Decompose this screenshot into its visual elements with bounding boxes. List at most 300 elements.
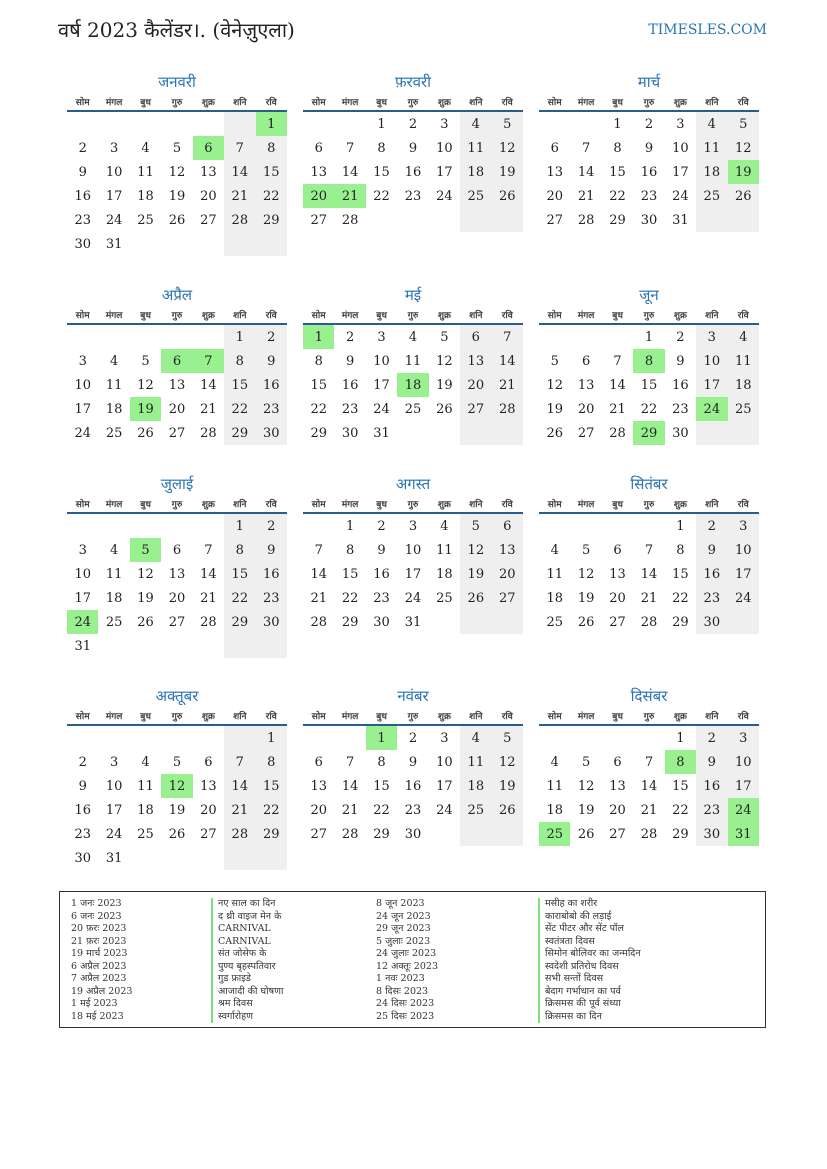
day-cell: 28 bbox=[341, 212, 359, 228]
day-cell: 24 bbox=[436, 802, 453, 818]
weekday-header: रवि bbox=[256, 494, 287, 513]
empty-cell bbox=[161, 324, 192, 349]
day-cell: 10 bbox=[436, 140, 453, 156]
month-name: जून bbox=[639, 286, 659, 304]
empty-cell bbox=[728, 610, 759, 634]
empty-cell bbox=[224, 846, 255, 870]
day-cell: 21 bbox=[609, 401, 626, 417]
day-cell: 29 bbox=[633, 421, 664, 445]
weekday-header: शुक्र bbox=[193, 494, 224, 513]
day-cell: 1 bbox=[303, 324, 334, 349]
day-cell: 23 bbox=[256, 586, 287, 610]
empty-cell bbox=[98, 725, 129, 750]
holiday-date: 1 जनः 2023 bbox=[71, 898, 122, 909]
weekday-header: गुरु bbox=[161, 305, 192, 324]
day-cell: 3 bbox=[676, 116, 685, 132]
day-cell: 24 bbox=[696, 397, 727, 421]
day-cell: 7 bbox=[314, 542, 323, 558]
day-cell: 25 bbox=[546, 614, 563, 630]
weekday-header: रवि bbox=[492, 305, 523, 324]
empty-cell bbox=[224, 725, 255, 750]
day-cell: 27 bbox=[310, 826, 327, 842]
weekday-header: बुध bbox=[602, 706, 633, 725]
empty-cell bbox=[224, 634, 255, 658]
day-cell: 4 bbox=[109, 542, 119, 558]
weekday-header: गुरु bbox=[397, 706, 428, 725]
day-cell: 16 bbox=[696, 774, 727, 798]
day-cell: 8 bbox=[377, 140, 386, 156]
empty-cell bbox=[429, 421, 460, 445]
weekday-header: रवि bbox=[256, 706, 287, 725]
month-name: सितंबर bbox=[630, 475, 668, 493]
day-cell: 3 bbox=[728, 513, 759, 538]
day-cell: 28 bbox=[224, 822, 255, 846]
empty-cell bbox=[303, 513, 334, 538]
weekday-header: शनि bbox=[460, 494, 491, 513]
day-cell: 18 bbox=[460, 160, 491, 184]
holiday-date: 8 जून 2023 bbox=[376, 898, 425, 909]
empty-cell bbox=[570, 513, 601, 538]
day-cell: 14 bbox=[310, 566, 327, 582]
empty-cell bbox=[728, 421, 759, 445]
day-cell: 4 bbox=[408, 329, 418, 345]
weekday-header: रवि bbox=[492, 92, 523, 111]
day-cell: 5 bbox=[172, 140, 182, 156]
weekday-header: गुरु bbox=[397, 494, 428, 513]
empty-cell bbox=[98, 111, 129, 136]
month-name: जनवरी bbox=[158, 73, 196, 91]
day-cell: 14 bbox=[640, 566, 658, 582]
holiday-name: क्रिसमस का दिन bbox=[538, 1011, 641, 1024]
day-cell: 9 bbox=[256, 538, 287, 562]
month-table bbox=[67, 706, 287, 870]
day-cell: 3 bbox=[377, 329, 386, 345]
weekday-header: गुरु bbox=[633, 494, 664, 513]
month-calendar bbox=[67, 283, 287, 445]
day-cell: 1 bbox=[377, 116, 386, 132]
day-cell: 5 bbox=[130, 538, 161, 562]
weekday-header: शनि bbox=[696, 706, 727, 725]
day-cell: 12 bbox=[137, 377, 154, 393]
holiday-name: मसीह का शरीर bbox=[538, 898, 641, 911]
day-cell: 9 bbox=[256, 349, 287, 373]
day-cell: 2 bbox=[696, 513, 727, 538]
day-cell: 1 bbox=[345, 518, 355, 534]
day-cell: 7 bbox=[204, 542, 213, 558]
day-cell: 30 bbox=[640, 212, 658, 228]
day-cell: 25 bbox=[436, 590, 453, 606]
day-cell: 16 bbox=[672, 377, 689, 393]
day-cell: 18 bbox=[436, 566, 453, 582]
day-cell: 11 bbox=[728, 349, 759, 373]
day-cell: 25 bbox=[404, 401, 422, 417]
day-cell: 10 bbox=[436, 754, 453, 770]
day-cell: 25 bbox=[460, 184, 491, 208]
day-cell: 25 bbox=[460, 798, 491, 822]
weekday-header: मंगल bbox=[570, 706, 601, 725]
day-cell: 1 bbox=[676, 730, 685, 746]
weekday-header: मंगल bbox=[98, 494, 129, 513]
month-name: मई bbox=[404, 286, 422, 304]
day-cell: 4 bbox=[440, 518, 449, 534]
day-cell: 7 bbox=[644, 542, 654, 558]
day-cell: 8 bbox=[676, 542, 685, 558]
day-cell: 5 bbox=[141, 353, 150, 369]
holiday-name: सभी सन्तों दिवस bbox=[538, 973, 641, 986]
month-calendar bbox=[67, 472, 287, 658]
day-cell: 17 bbox=[74, 590, 91, 606]
weekday-header: सोम bbox=[67, 494, 98, 513]
day-cell: 11 bbox=[460, 750, 491, 774]
weekday-header: मंगल bbox=[334, 92, 365, 111]
weekday-header: गुरु bbox=[633, 92, 664, 111]
day-cell: 6 bbox=[193, 136, 224, 160]
day-cell: 18 bbox=[546, 802, 563, 818]
day-cell: 19 bbox=[728, 160, 759, 184]
day-cell: 22 bbox=[256, 184, 287, 208]
day-cell: 4 bbox=[109, 353, 119, 369]
day-cell: 2 bbox=[644, 116, 654, 132]
day-cell: 27 bbox=[546, 212, 563, 228]
day-cell: 23 bbox=[696, 586, 727, 610]
weekday-header: शनि bbox=[696, 92, 727, 111]
day-cell: 5 bbox=[492, 725, 523, 750]
holiday-date: 18 मई 2023 bbox=[71, 1010, 124, 1022]
day-cell: 17 bbox=[436, 164, 453, 180]
holiday-name: स्वतंत्रता दिवस bbox=[538, 936, 641, 949]
day-cell: 4 bbox=[550, 754, 559, 770]
holiday-date: 5 जुलाः 2023 bbox=[376, 935, 431, 947]
weekday-header: बुध bbox=[602, 494, 633, 513]
day-cell: 10 bbox=[672, 140, 689, 156]
empty-cell bbox=[303, 111, 334, 136]
empty-cell bbox=[130, 232, 161, 256]
weekday-header: बुध bbox=[366, 494, 397, 513]
weekday-header: शुक्र bbox=[193, 305, 224, 324]
empty-cell bbox=[539, 513, 570, 538]
holiday-date: 25 दिसः 2023 bbox=[376, 1010, 435, 1022]
day-cell: 19 bbox=[168, 188, 186, 204]
day-cell: 15 bbox=[672, 566, 689, 582]
day-cell: 1 bbox=[224, 513, 255, 538]
day-cell: 19 bbox=[137, 590, 154, 606]
day-cell: 28 bbox=[492, 397, 523, 421]
day-cell: 16 bbox=[696, 562, 727, 586]
weekday-header: गुरु bbox=[633, 305, 664, 324]
day-cell: 25 bbox=[137, 212, 154, 228]
day-cell: 9 bbox=[644, 140, 654, 156]
day-cell: 21 bbox=[224, 798, 255, 822]
day-cell: 28 bbox=[200, 425, 217, 441]
empty-cell bbox=[397, 421, 428, 445]
weekday-header: बुध bbox=[366, 706, 397, 725]
day-cell: 26 bbox=[137, 614, 154, 630]
empty-cell bbox=[429, 610, 460, 634]
day-cell: 4 bbox=[141, 140, 150, 156]
empty-cell bbox=[161, 111, 192, 136]
holiday-name: नए साल का दिन bbox=[211, 898, 283, 911]
day-cell: 26 bbox=[546, 425, 563, 441]
weekday-header: बुध bbox=[130, 706, 161, 725]
day-cell: 7 bbox=[613, 353, 622, 369]
site-link[interactable]: TIMESLES.COM bbox=[648, 22, 767, 38]
day-cell: 6 bbox=[314, 140, 323, 156]
holiday-date: 24 जुलाः 2023 bbox=[376, 948, 437, 959]
holiday-name: CARNIVAL bbox=[211, 923, 283, 936]
day-cell: 27 bbox=[200, 212, 217, 228]
day-cell: 22 bbox=[640, 401, 658, 417]
weekday-header: सोम bbox=[539, 706, 570, 725]
month-name: अप्रैल bbox=[161, 286, 193, 304]
weekday-header: शुक्र bbox=[429, 92, 460, 111]
day-cell: 6 bbox=[550, 140, 559, 156]
weekday-header: मंगल bbox=[570, 494, 601, 513]
day-cell: 16 bbox=[341, 377, 359, 393]
weekday-header: गुरु bbox=[161, 494, 192, 513]
month-table bbox=[303, 706, 523, 846]
day-cell: 28 bbox=[310, 614, 327, 630]
month-table bbox=[67, 494, 287, 658]
month-table bbox=[539, 706, 759, 846]
day-cell: 18 bbox=[137, 188, 154, 204]
day-cell: 22 bbox=[609, 188, 626, 204]
weekday-header: शनि bbox=[460, 706, 491, 725]
day-cell: 30 bbox=[696, 822, 727, 846]
day-cell: 26 bbox=[492, 798, 523, 822]
weekday-header: रवि bbox=[728, 706, 759, 725]
empty-cell bbox=[67, 324, 98, 349]
day-cell: 20 bbox=[168, 401, 186, 417]
day-cell: 16 bbox=[74, 188, 91, 204]
day-cell: 10 bbox=[696, 349, 727, 373]
day-cell: 10 bbox=[74, 377, 91, 393]
empty-cell bbox=[256, 634, 287, 658]
day-cell: 24 bbox=[67, 610, 98, 634]
day-cell: 25 bbox=[137, 826, 154, 842]
day-cell: 12 bbox=[161, 774, 192, 798]
day-cell: 17 bbox=[672, 164, 689, 180]
day-cell: 29 bbox=[224, 421, 255, 445]
day-cell: 27 bbox=[609, 614, 626, 630]
holiday-date: 19 मार्च 2023 bbox=[71, 948, 128, 959]
day-cell: 26 bbox=[492, 184, 523, 208]
day-cell: 2 bbox=[408, 730, 418, 746]
day-cell: 6 bbox=[460, 324, 491, 349]
day-cell: 30 bbox=[341, 425, 359, 441]
empty-cell bbox=[539, 725, 570, 750]
day-cell: 19 bbox=[546, 401, 563, 417]
day-cell: 27 bbox=[609, 826, 626, 842]
empty-cell bbox=[303, 725, 334, 750]
day-cell: 30 bbox=[256, 610, 287, 634]
day-cell: 19 bbox=[460, 562, 491, 586]
weekday-header: मंगल bbox=[98, 706, 129, 725]
weekday-header: शुक्र bbox=[665, 92, 696, 111]
day-cell: 21 bbox=[492, 373, 523, 397]
month-table bbox=[539, 305, 759, 445]
page-title: वर्ष 2023 कैलेंडर।. (वेनेज़ुएला) bbox=[58, 18, 295, 42]
weekday-header: शुक्र bbox=[429, 706, 460, 725]
day-cell: 4 bbox=[141, 754, 150, 770]
holiday-date: 24 जून 2023 bbox=[376, 910, 431, 922]
empty-cell bbox=[334, 725, 365, 750]
day-cell: 15 bbox=[256, 774, 287, 798]
empty-cell bbox=[460, 822, 491, 846]
day-cell: 8 bbox=[256, 750, 287, 774]
empty-cell bbox=[130, 846, 161, 870]
weekday-header: रवि bbox=[728, 494, 759, 513]
day-cell: 15 bbox=[310, 377, 327, 393]
empty-cell bbox=[492, 822, 523, 846]
day-cell: 13 bbox=[609, 566, 626, 582]
day-cell: 15 bbox=[640, 377, 658, 393]
day-cell: 13 bbox=[460, 349, 491, 373]
weekday-header: शनि bbox=[224, 92, 255, 111]
day-cell: 12 bbox=[577, 566, 595, 582]
empty-cell bbox=[67, 725, 98, 750]
weekday-header: बुध bbox=[130, 305, 161, 324]
holiday-name: पुण्य बृहस्पतिवार bbox=[211, 961, 283, 974]
day-cell: 18 bbox=[728, 373, 759, 397]
day-cell: 11 bbox=[546, 778, 563, 794]
day-cell: 1 bbox=[366, 725, 397, 750]
day-cell: 19 bbox=[577, 590, 595, 606]
day-cell: 7 bbox=[224, 136, 255, 160]
day-cell: 28 bbox=[577, 212, 595, 228]
holiday-name: सेंट पीटर और सेंट पॉल bbox=[538, 923, 641, 936]
weekday-header: रवि bbox=[492, 706, 523, 725]
day-cell: 18 bbox=[397, 373, 428, 397]
weekday-header: सोम bbox=[539, 92, 570, 111]
holiday-names-col-1 bbox=[211, 898, 283, 1023]
day-cell: 2 bbox=[408, 116, 418, 132]
day-cell: 23 bbox=[373, 590, 390, 606]
day-cell: 4 bbox=[550, 542, 559, 558]
empty-cell bbox=[696, 208, 727, 232]
holiday-date: 1 नवः 2023 bbox=[376, 973, 425, 984]
day-cell: 12 bbox=[728, 136, 759, 160]
holiday-dates-col-2 bbox=[376, 898, 438, 1023]
day-cell: 4 bbox=[460, 725, 491, 750]
day-cell: 3 bbox=[109, 754, 119, 770]
day-cell: 24 bbox=[373, 401, 390, 417]
day-cell: 24 bbox=[105, 212, 123, 228]
day-cell: 5 bbox=[492, 111, 523, 136]
empty-cell bbox=[539, 111, 570, 136]
day-cell: 13 bbox=[577, 377, 595, 393]
weekday-header: शनि bbox=[696, 494, 727, 513]
day-cell: 26 bbox=[728, 184, 759, 208]
day-cell: 17 bbox=[404, 566, 422, 582]
day-cell: 7 bbox=[224, 750, 255, 774]
holiday-name: स्वदेशी प्रतिरोध दिवस bbox=[538, 961, 641, 974]
weekday-header: सोम bbox=[539, 494, 570, 513]
day-cell: 25 bbox=[539, 822, 570, 846]
empty-cell bbox=[193, 232, 224, 256]
holiday-date: 8 दिसः 2023 bbox=[376, 985, 429, 997]
holiday-list bbox=[59, 891, 766, 1028]
day-cell: 12 bbox=[546, 377, 563, 393]
empty-cell bbox=[67, 513, 98, 538]
day-cell: 23 bbox=[74, 826, 91, 842]
day-cell: 13 bbox=[200, 164, 217, 180]
day-cell: 20 bbox=[492, 562, 523, 586]
weekday-header: सोम bbox=[67, 92, 98, 111]
holiday-name: स्वर्गारोहण bbox=[211, 1011, 283, 1024]
day-cell: 19 bbox=[492, 774, 523, 798]
day-cell: 13 bbox=[200, 778, 217, 794]
day-cell: 7 bbox=[193, 349, 224, 373]
day-cell: 7 bbox=[581, 140, 591, 156]
day-cell: 1 bbox=[613, 116, 622, 132]
day-cell: 20 bbox=[200, 802, 217, 818]
day-cell: 22 bbox=[672, 802, 689, 818]
empty-cell bbox=[161, 232, 192, 256]
day-cell: 7 bbox=[644, 754, 654, 770]
empty-cell bbox=[633, 513, 664, 538]
holiday-date: 21 फ़रः 2023 bbox=[71, 935, 127, 947]
day-cell: 3 bbox=[78, 353, 87, 369]
weekday-header: गुरु bbox=[397, 305, 428, 324]
day-cell: 18 bbox=[105, 401, 123, 417]
empty-cell bbox=[130, 634, 161, 658]
month-calendar bbox=[303, 70, 523, 232]
day-cell: 24 bbox=[728, 586, 759, 610]
day-cell: 1 bbox=[256, 111, 287, 136]
day-cell: 18 bbox=[137, 802, 154, 818]
day-cell: 1 bbox=[676, 518, 685, 534]
empty-cell bbox=[602, 324, 633, 349]
day-cell: 22 bbox=[672, 590, 689, 606]
month-table bbox=[303, 92, 523, 232]
day-cell: 18 bbox=[105, 590, 123, 606]
empty-cell bbox=[429, 822, 460, 846]
day-cell: 10 bbox=[74, 566, 91, 582]
day-cell: 17 bbox=[696, 373, 727, 397]
day-cell: 9 bbox=[377, 542, 386, 558]
weekday-header: सोम bbox=[303, 305, 334, 324]
day-cell: 9 bbox=[696, 538, 727, 562]
day-cell: 23 bbox=[404, 188, 422, 204]
day-cell: 3 bbox=[696, 324, 727, 349]
empty-cell bbox=[397, 208, 428, 232]
day-cell: 8 bbox=[224, 538, 255, 562]
day-cell: 30 bbox=[696, 610, 727, 634]
day-cell: 4 bbox=[460, 111, 491, 136]
day-cell: 29 bbox=[373, 826, 390, 842]
day-cell: 15 bbox=[224, 562, 255, 586]
day-cell: 20 bbox=[460, 373, 491, 397]
weekday-header: शनि bbox=[224, 305, 255, 324]
day-cell: 4 bbox=[728, 324, 759, 349]
holiday-name: सिमोन बोलिवर का जन्मदिन bbox=[538, 948, 641, 961]
weekday-header: गुरु bbox=[633, 706, 664, 725]
empty-cell bbox=[460, 208, 491, 232]
day-cell: 13 bbox=[168, 566, 186, 582]
day-cell: 17 bbox=[728, 562, 759, 586]
weekday-header: सोम bbox=[67, 305, 98, 324]
weekday-header: शनि bbox=[224, 494, 255, 513]
day-cell: 2 bbox=[78, 754, 87, 770]
day-cell: 17 bbox=[74, 401, 91, 417]
day-cell: 2 bbox=[256, 324, 287, 349]
day-cell: 29 bbox=[310, 425, 327, 441]
day-cell: 29 bbox=[256, 208, 287, 232]
weekday-header: रवि bbox=[256, 305, 287, 324]
day-cell: 30 bbox=[373, 614, 390, 630]
weekday-header: बुध bbox=[130, 494, 161, 513]
day-cell: 29 bbox=[224, 610, 255, 634]
